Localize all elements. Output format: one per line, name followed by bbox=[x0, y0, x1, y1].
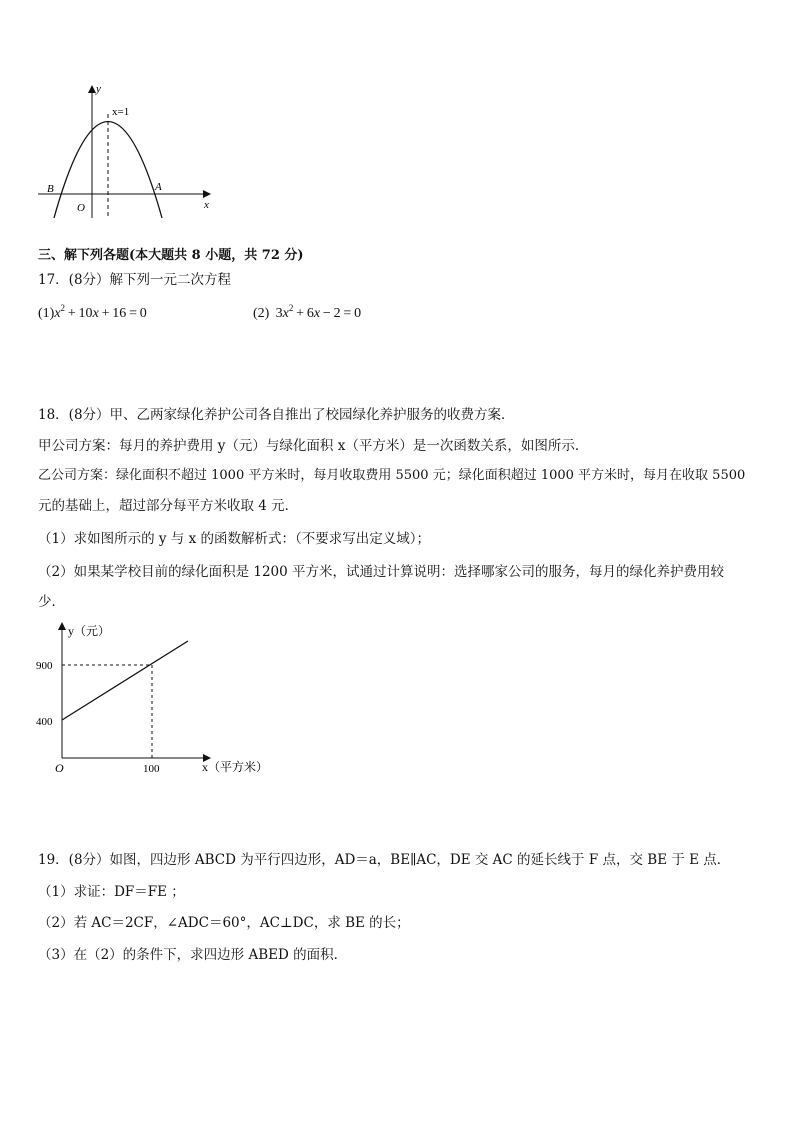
origin-label: O bbox=[77, 202, 85, 214]
point-a-label: A bbox=[155, 181, 162, 193]
y-axis-label: y bbox=[96, 83, 101, 95]
x-axis-label: x（平方米） bbox=[202, 760, 269, 774]
q19-stem: 19．(8分）如图，四边形 ABCD 为平行四边形，AD＝a，BE∥AC，DE 交 AC 的延长线于 F 点，交 BE 于 E 点． bbox=[38, 852, 731, 868]
linear-function-graph bbox=[30, 615, 290, 780]
x-tick-100: 100 bbox=[143, 763, 160, 775]
q18-part2-line2: 少． bbox=[38, 594, 65, 610]
q17-eq2-prefix: (2) bbox=[253, 306, 270, 321]
q17-eq1-prefix: (1) bbox=[38, 306, 55, 321]
origin-label: O bbox=[55, 761, 64, 775]
q18-part1: （1）求如图所示的 y 与 x 的函数解析式：（不要求写出定义域）； bbox=[38, 531, 430, 547]
y-tick-900: 900 bbox=[36, 660, 53, 672]
y-axis-label: y（元） bbox=[68, 624, 111, 638]
q17-equation-2: (2) $3x^2 + 6x - 2 = 0$ bbox=[253, 303, 362, 321]
q18-plan-b-line2: 元的基础上，超过部分每平方米收取 4 元． bbox=[38, 498, 299, 514]
q18-plan-b-line1: 乙公司方案：绿化面积不超过 1000 平方米时，每月收取费用 5500 元；绿化面积超过 1000 平方米时，每月在收取 5500 bbox=[38, 468, 746, 483]
y-tick-400: 400 bbox=[36, 716, 53, 728]
q19-part3: （3）在（2）的条件下，求四边形 ABED 的面积． bbox=[38, 947, 348, 963]
q17-equation-1: $(1)x^2 + 10x + 16 = 0$ bbox=[38, 303, 147, 321]
parabola-graph bbox=[30, 80, 230, 220]
function-line bbox=[62, 641, 188, 720]
symmetry-axis-label: x=1 bbox=[112, 106, 130, 118]
point-b-label: B bbox=[47, 183, 54, 195]
q18-plan-a: 甲公司方案：每月的养护费用 y（元）与绿化面积 x（平方米）是一次函数关系，如图所示． bbox=[38, 438, 589, 454]
q19-part2: （2）若 AC＝2CF，∠ADC＝60°，AC⊥DC，求 BE 的长； bbox=[38, 915, 410, 931]
q18-stem: 18．(8分）甲、乙两家绿化养护公司各自推出了校园绿化养护服务的收费方案． bbox=[38, 407, 515, 423]
q19-part1: （1）求证：DF＝FE ； bbox=[38, 884, 185, 900]
q17-stem: 17．(8分）解下列一元二次方程 bbox=[38, 272, 232, 288]
x-axis-label: x bbox=[204, 199, 209, 211]
section-heading: 三、解下列各题(本大题共 8 小题，共 72 分) bbox=[38, 248, 304, 263]
q18-part2-line1: （2）如果某学校目前的绿化面积是 1200 平方米，试通过计算说明：选择哪家公司的服务，每月的绿化养护费用较 bbox=[38, 564, 725, 580]
